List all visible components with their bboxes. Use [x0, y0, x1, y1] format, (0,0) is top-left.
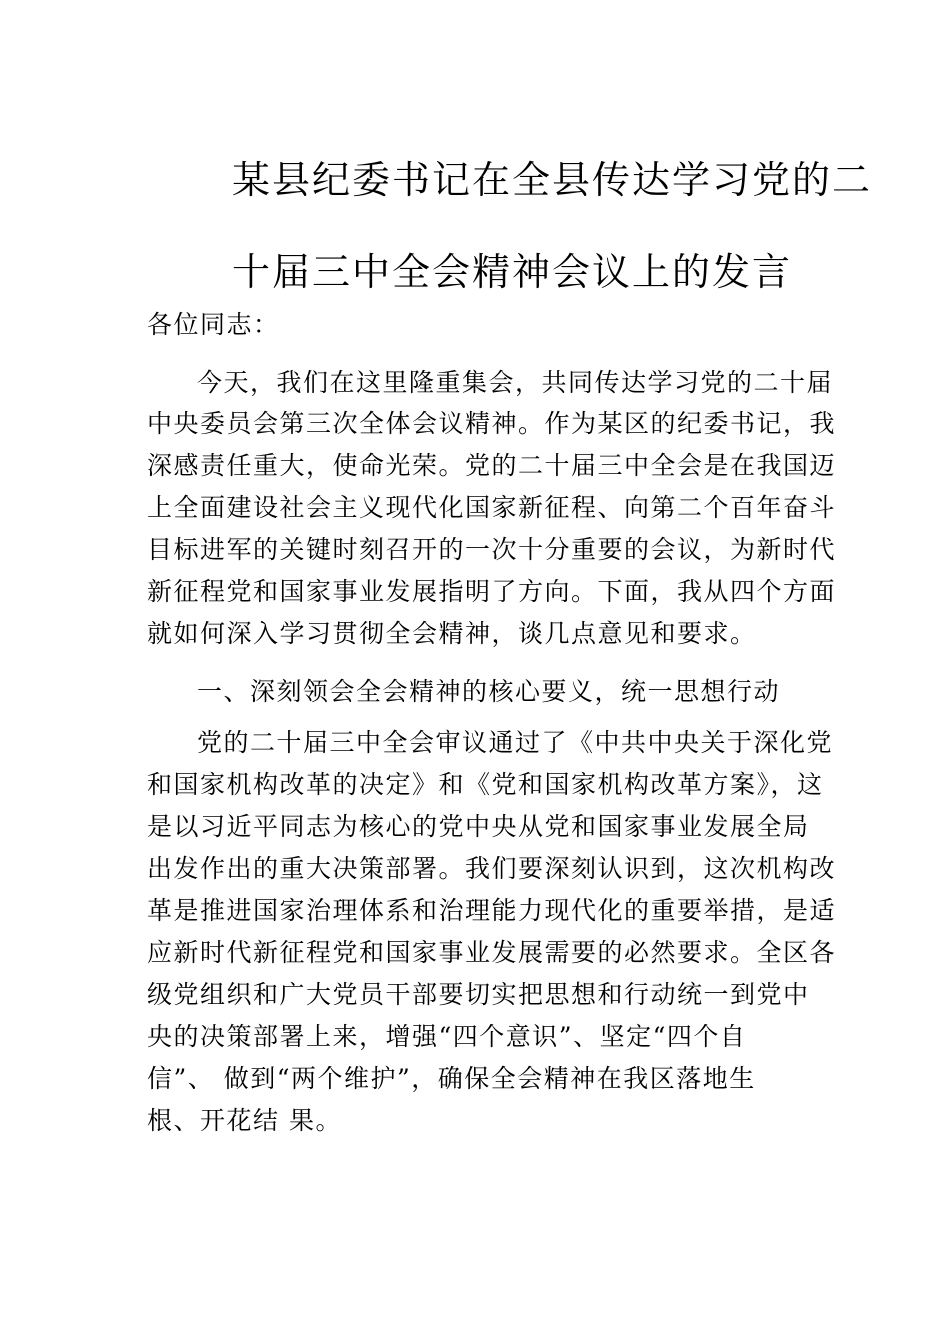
paragraph-2-line: 和国家机构改革的决定》和《党和国家机构改革方案》，这 — [147, 770, 824, 799]
paragraph-1-line: 目标进军的关键时刻召开的一次十分重要的会议，为新时代 — [147, 535, 837, 564]
paragraph-1-line: 今天，我们在这里隆重集会，共同传达学习党的二十届 — [197, 368, 834, 397]
paragraph-2-line: 应新时代新征程党和国家事业发展需要的必然要求。全区各 — [147, 938, 837, 967]
paragraph-2-line: 出发作出的重大决策部署。我们要深刻认识到，这次机构改 — [147, 854, 837, 883]
paragraph-2-line: 信”、 做到“两个维护”，确保全会精神在我区落地生 — [147, 1064, 756, 1093]
paragraph-2-line: 革是推进国家治理体系和治理能力现代化的重要举措，是适 — [147, 896, 837, 925]
document-title-line-1: 某县纪委书记在全县传达学习党的二 — [232, 158, 873, 202]
paragraph-1-line: 深感责任重大，使命光荣。党的二十届三中全会是在我国迈 — [147, 451, 837, 480]
paragraph-2-line: 是以习近平同志为核心的党中央从党和国家事业发展全局 — [147, 812, 810, 841]
paragraph-1-line: 上全面建设社会主义现代化国家新征程、向第二个百年奋斗 — [147, 493, 837, 522]
paragraph-2-line: 根、开花结 果。 — [147, 1106, 342, 1135]
salutation: 各位同志： — [147, 310, 280, 339]
paragraph-1-line: 中央委员会第三次全体会议精神。作为某区的纪委书记，我 — [147, 409, 837, 438]
paragraph-2-line: 级党组织和广大党员干部要切实把思想和行动统一到党中 — [147, 980, 810, 1009]
paragraph-2-line: 党的二十届三中全会审议通过了《中共中央关于深化党 — [197, 728, 834, 757]
document-title-line-2: 十届三中全会精神会议上的发言 — [232, 250, 793, 294]
paragraph-2-line: 央的决策部署上来，增强“四个意识”、坚定“四个自 — [147, 1022, 747, 1051]
section-1-heading: 一、深刻领会全会精神的核心要义，统一思想行动 — [197, 677, 781, 706]
paragraph-1-line: 新征程党和国家事业发展指明了方向。下面，我从四个方面 — [147, 577, 837, 606]
paragraph-1-line: 就如何深入学习贯彻全会精神，谈几点意见和要求。 — [147, 619, 757, 648]
